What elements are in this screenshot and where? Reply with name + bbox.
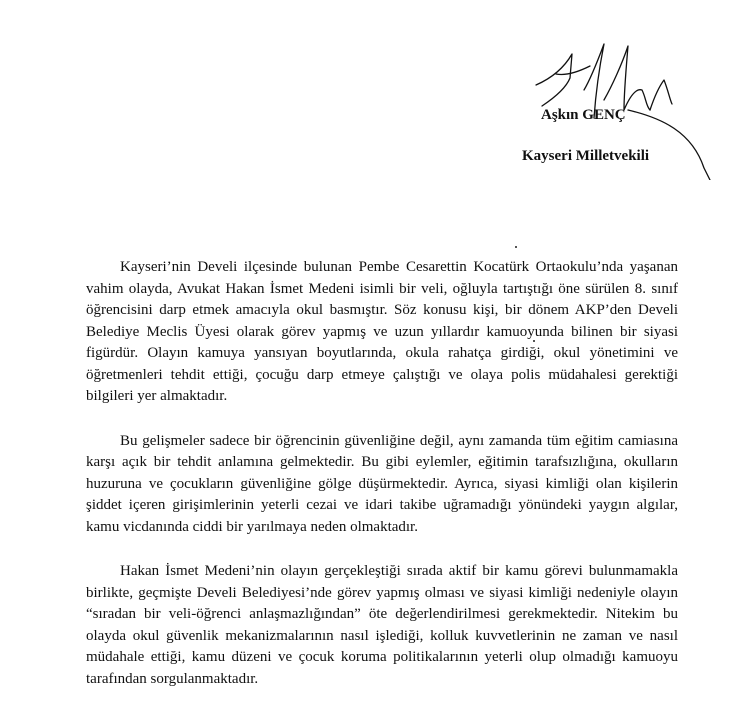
signatory-title: Kayseri Milletvekili [522,148,650,164]
signatory-name: Aşkın GENÇ [541,107,626,123]
paragraph-1: Kayseri’nin Develi ilçesinde bulunan Pembe Cesarettin Kocatürk Ortaokulu’nda yaşanan vahim olayda, Avukat Hakan İsmet Medeni isimli bir veli, oğluyla tartıştığı öne sürülen 8. sınıf öğrencisini darp etmek amacıyla okul basmıştır. Söz konusu kişi, bir dönem AKP’den Develi Belediye Meclis Üyesi olarak görev yapmış ve uzun yıllardır kamuoyunda bilinen bir siyasi figürdür. Olayın kamuya yansıyan boyutlarında, okula rahatça girdiği, okul yönetimini ve öğretmenleri tehdit ettiği, çocuğu darp etmeye çalıştığı ve olaya polis müdahalesi gerektiği bilgileri yer almaktadır. [86,259,678,404]
paragraph-3: Hakan İsmet Medeni’nin olayın gerçekleştiği sırada aktif bir kamu görevi bulunmamakla birlikte, geçmişte Develi Belediyesi’nde görev yapmış olması ve siyasi kimliği nedeniyle olayın “sıradan bir veli-öğrenci anlaşmazlığından” öte değerlendirilmesi gerekmektedir. Nitekim bu olayda okul güvenlik mekanizmalarının nasıl işlediği, kolluk kuvvetlerinin ne zaman ve nasıl müdahale ettiği, kamu düzeni ve çocuk koruma politikalarının yeterli olup olmadığı kamuoyu tarafından sorgulanmaktadır. [86,563,678,687]
letter-body [86,257,678,713]
paragraph-2: Bu gelişmeler sadece bir öğrencinin güvenliğine değil, aynı zamanda tüm eğitim camiasına karşı açık bir tehdit anlamına gelmektedir. Bu gibi eylemler, eğitimin tarafsızlığına, okulların huzuruna ve çocukların güvenliğine gölge düşürmektedir. Ayrıca, siyasi kimliği olan kişilerin şiddet içeren girişimlerinin yeterli cezai ve idari takibe uğramadığı yönündeki yaygın algılar, kamu vicdanında ciddi bir yarılmaya neden olmaktadır. [86,432,678,535]
stray-mark [515,246,517,248]
